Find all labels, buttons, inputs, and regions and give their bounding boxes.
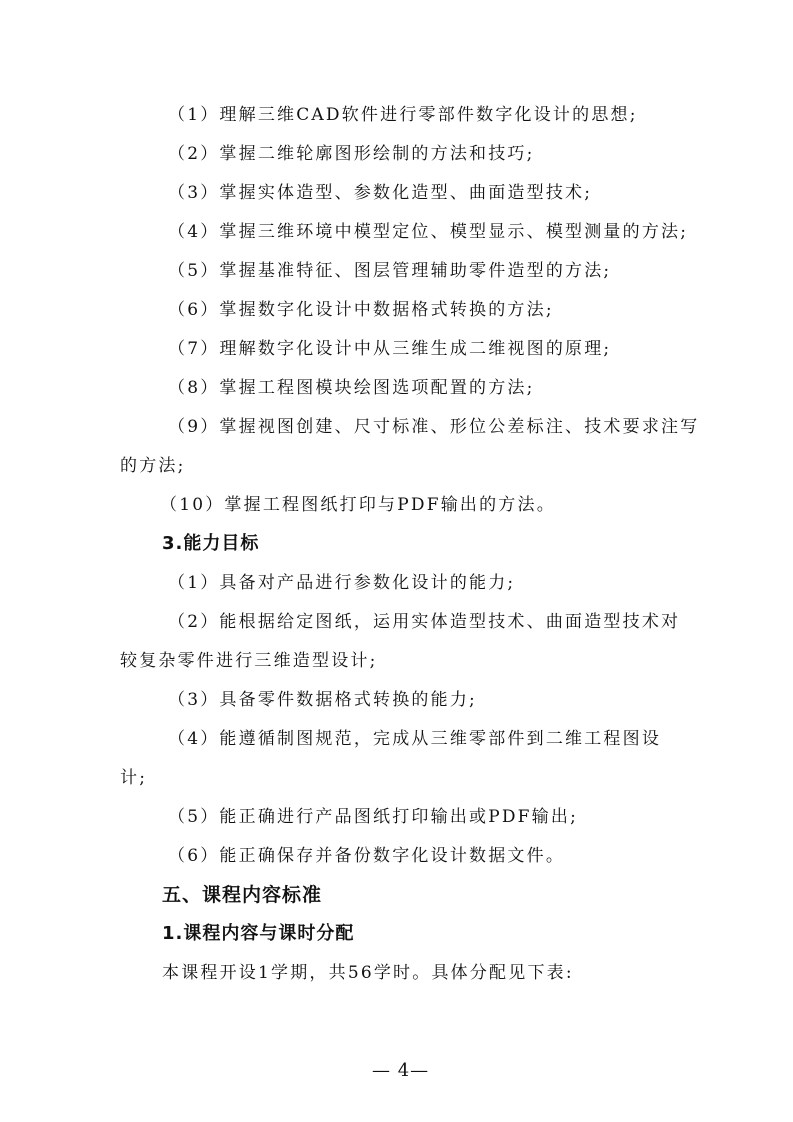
knowledge-item-4: （4）掌握三维环境中模型定位、模型显示、模型测量的方法; <box>168 222 689 242</box>
page-number: — 4— <box>372 1060 430 1081</box>
ability-item-3: （3）具备零件数据格式转换的能力; <box>168 690 477 710</box>
ability-item-4: （4）能遵循制图规范，完成从三维零部件到二维工程图设 <box>168 729 662 749</box>
knowledge-item-9-continuation: 的方法; <box>120 456 186 476</box>
knowledge-item-1: （1）理解三维CAD软件进行零部件数字化设计的思想; <box>168 105 638 125</box>
ability-item-6: （6）能正确保存并备份数字化设计数据文件。 <box>168 846 566 866</box>
subsection-heading: 1.课程内容与课时分配 <box>162 923 355 944</box>
knowledge-item-7: （7）理解数字化设计中从三维生成二维视图的原理; <box>168 339 612 359</box>
knowledge-item-5: （5）掌握基准特征、图层管理辅助零件造型的方法; <box>168 261 612 281</box>
ability-heading: 3.能力目标 <box>162 533 260 554</box>
intro-paragraph: 本课程开设1学期，共56学时。具体分配见下表: <box>162 963 574 983</box>
knowledge-item-9: （9）掌握视图创建、尺寸标准、形位公差标注、技术要求注写 <box>168 417 700 437</box>
ability-item-2: （2）能根据给定图纸，运用实体造型技术、曲面造型技术对 <box>168 612 681 632</box>
ability-item-5: （5）能正确进行产品图纸打印输出或PDF输出; <box>168 807 579 827</box>
knowledge-item-10: （10）掌握工程图纸打印与PDF输出的方法。 <box>160 495 556 515</box>
section-heading: 五、课程内容标准 <box>162 884 323 906</box>
knowledge-item-2: （2）掌握二维轮廓图形绘制的方法和技巧; <box>168 144 535 164</box>
ability-item-2-continuation: 较复杂零件进行三维造型设计; <box>120 651 378 671</box>
knowledge-item-3: （3）掌握实体造型、参数化造型、曲面造型技术; <box>168 183 593 203</box>
ability-item-4-continuation: 计; <box>120 768 148 788</box>
knowledge-item-8: （8）掌握工程图模块绘图选项配置的方法; <box>168 378 535 398</box>
ability-item-1: （1）具备对产品进行参数化设计的能力; <box>168 573 516 593</box>
knowledge-item-6: （6）掌握数字化设计中数据格式转换的方法; <box>168 300 554 320</box>
